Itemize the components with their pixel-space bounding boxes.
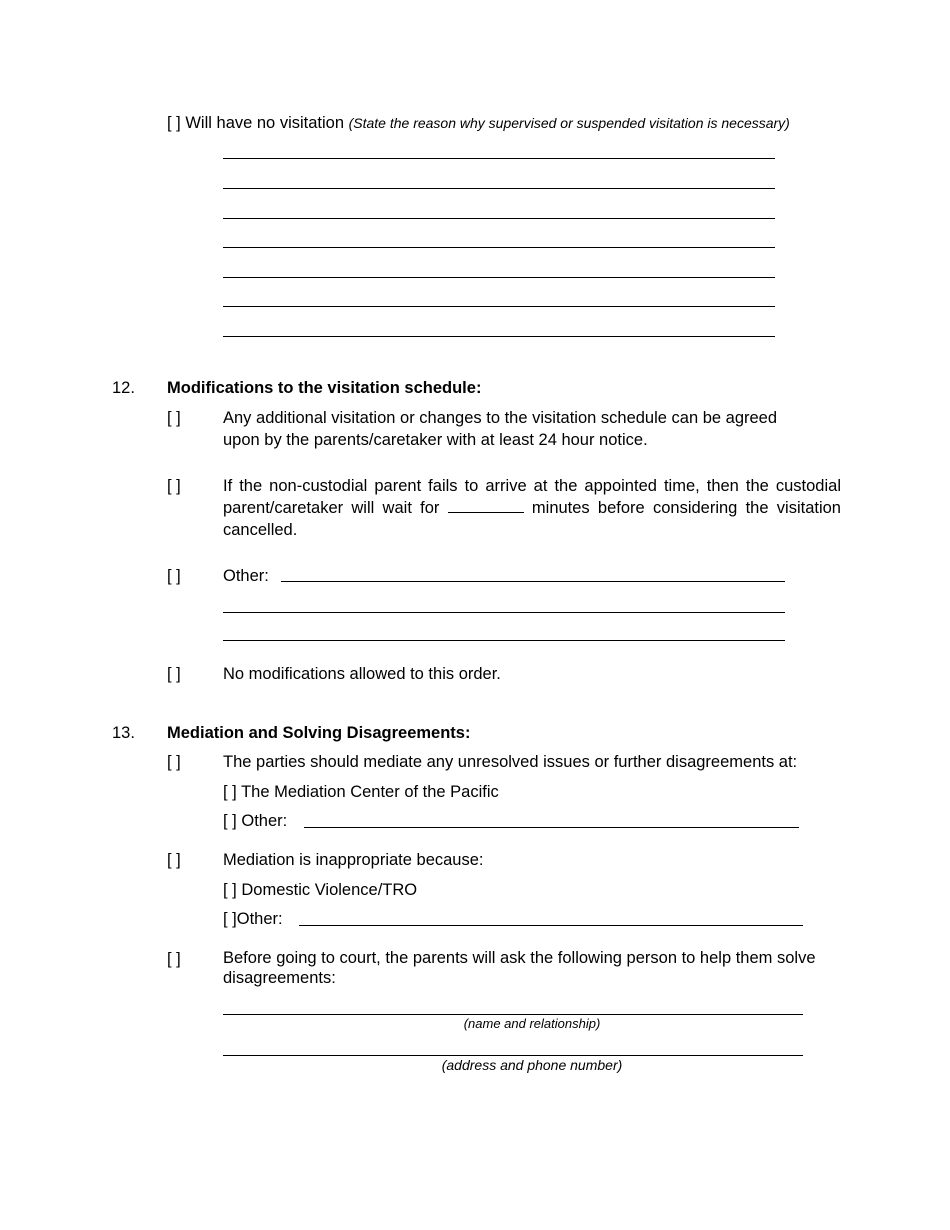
section-13-title: Mediation and Solving Disagreements: [167,724,471,742]
checkbox[interactable]: [ ] [167,950,181,968]
checkbox[interactable]: [ ] [167,851,181,869]
checkbox[interactable]: [ ] [223,910,237,928]
reason-line-4[interactable] [223,247,775,248]
checkbox[interactable]: [ ] [167,114,181,132]
domestic-violence-label: Domestic Violence/TRO [241,881,418,899]
checkbox[interactable]: [ ] [223,881,237,899]
modification-other-line-3[interactable] [223,640,785,641]
no-visitation-option [167,112,790,134]
wait-minutes-blank[interactable] [448,498,524,513]
modification-other-label: Other: [223,567,269,585]
modification-other-line-2[interactable] [223,612,785,613]
reason-line-6[interactable] [223,306,775,307]
mediation-center-label: The Mediation Center of the Pacific [241,783,499,801]
wait-time-text-after: minutes before considering the visitation cancelled. [223,499,841,539]
advance-notice-option: Any additional visitation or changes to the visitation schedule can be agreed upon by the parents/caretaker with at least 24 hour notice. [223,409,778,449]
checkbox[interactable]: [ ] [167,477,181,495]
section-12-title: Modifications to the visitation schedule: [167,379,482,397]
reason-line-1[interactable] [223,158,775,159]
wait-time-option [223,475,841,541]
inappropriate-other-option [223,908,283,930]
domestic-violence-option [223,879,417,901]
inappropriate-other-label: Other: [236,910,283,928]
checkbox[interactable]: [ ] [167,567,181,585]
mediation-inappropriate-option: Mediation is inappropriate because: [223,851,484,869]
checkbox[interactable]: [ ] [223,783,237,801]
checkbox[interactable]: [ ] [167,409,181,427]
reason-line-5[interactable] [223,277,775,278]
checkbox[interactable]: [ ] [223,812,237,830]
section-12-number: 12. [112,379,135,397]
inappropriate-other-line[interactable] [299,925,803,926]
mediation-other-option [223,810,287,832]
section-13-number: 13. [112,724,135,742]
mediation-other-line[interactable] [304,827,799,828]
helper-person-option: Before going to court, the parents will ask the following person to help them solve disagreements: [223,949,816,987]
wait-time-text-before: If the non-custodial parent fails to arrive at the appointed time, then the custodial parent/caretaker will wait for [223,477,841,517]
name-relationship-caption: (name and relationship) [463,1016,601,1031]
checkbox[interactable]: [ ] [167,753,181,771]
address-phone-caption: (address and phone number) [441,1057,623,1073]
reason-line-7[interactable] [223,336,775,337]
checkbox[interactable]: [ ] [167,665,181,683]
mediate-option: The parties should mediate any unresolved issues or further disagreements at: [223,753,798,771]
mediation-other-label: Other: [241,812,288,830]
mediation-center-option [223,781,499,803]
reason-line-2[interactable] [223,188,775,189]
no-visitation-label: Will have no visitation [185,114,345,132]
no-modifications-option: No modifications allowed to this order. [223,665,501,683]
reason-line-3[interactable] [223,218,775,219]
modification-other-line-1[interactable] [281,581,785,582]
no-visitation-note: (State the reason why supervised or suspended visitation is necessary) [348,115,790,131]
